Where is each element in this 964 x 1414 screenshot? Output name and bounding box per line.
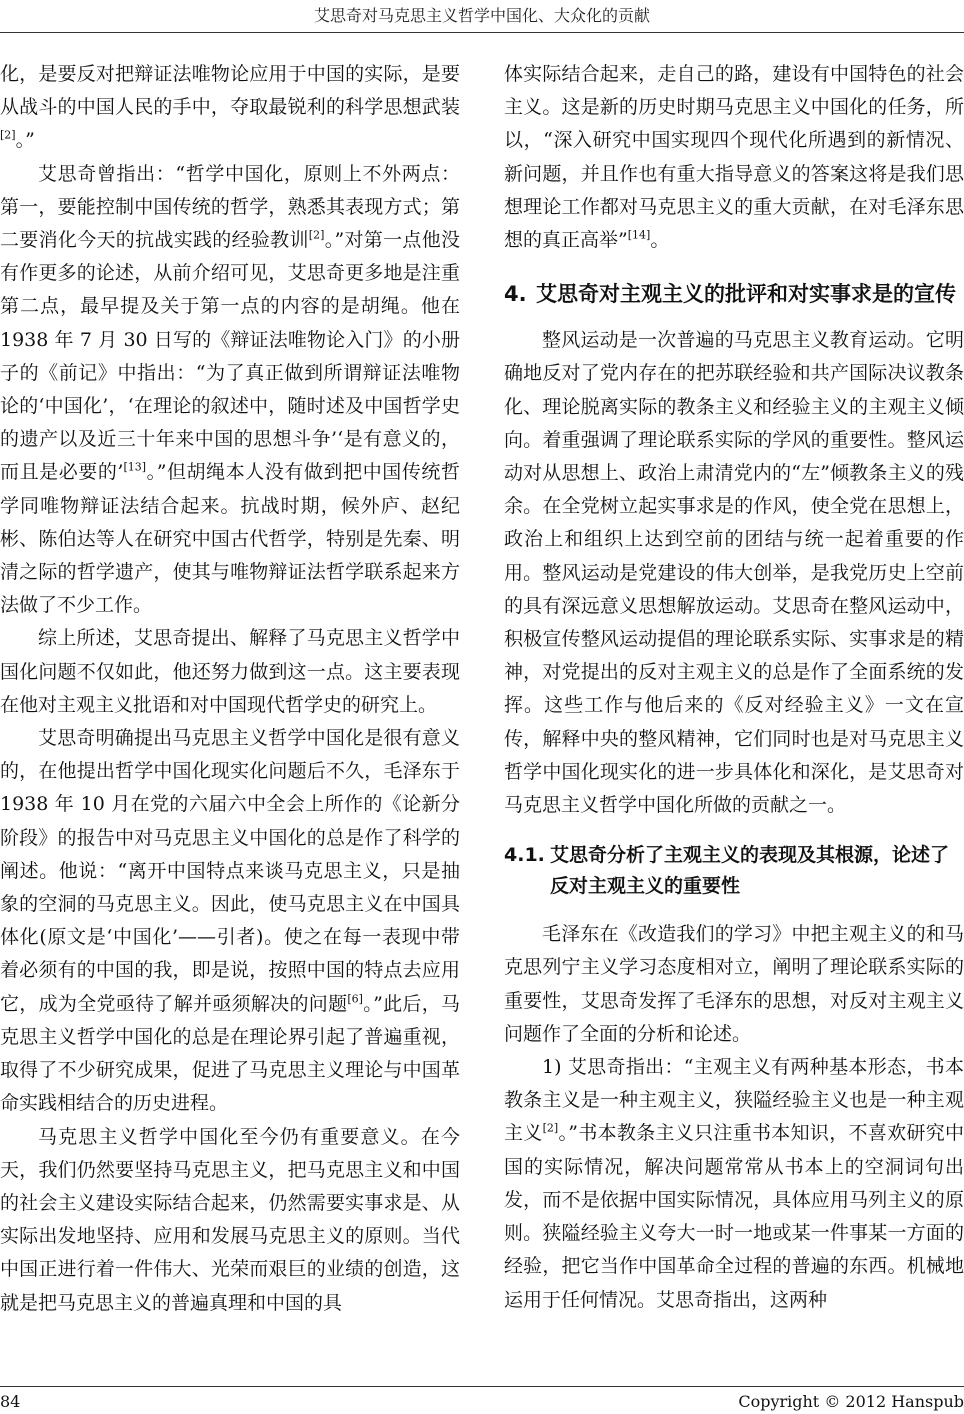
citation-ref: [2]	[542, 1122, 559, 1136]
paragraph-text: 。”书本教条主义只注重书本知识，不喜欢研究中国的实际情况，解决问题常常从书本上的空洞词句出发，而不是依据中国实际情况，具体应用马列主义的原则。狭隘经验主义夸大一时一地或某一件事某一方面的经验，把它当作中国革命全过程的普遍的东西。机械地运用于任何情况。艾思奇指出，这两种	[504, 1122, 964, 1311]
paragraph: 马克思主义哲学中国化至今仍有重要意义。在今天，我们仍然要坚持马克思主义，把马克思主义和中国的社会主义建设实际结合起来，仍然需要实事求是、从实际出发地坚持、应用和发展马克思主义的原则。当代中国正进行着一件伟大、光荣而艰巨的业绩的创造，这就是把马克思主义的普遍真理和中国的具	[0, 1125, 460, 1314]
citation-ref: [6]	[347, 992, 363, 1006]
subsection-number: 4.1.	[504, 844, 545, 867]
header-rule	[0, 32, 964, 33]
subsection-title: 艾思奇分析了主观主义的表现及其根源，论述了反对主观主义的重要性	[550, 844, 950, 898]
section-title: 艾思奇对主观主义的批评和对实事求是的宣传	[536, 282, 956, 307]
citation-ref: [14]	[627, 228, 651, 242]
paragraph: 整风运动是一次普遍的马克思主义教育运动。它明确地反对了党内存在的把苏联经验和共产国际决议教条化、理论脱离实际的教条主义和经验主义的主观主义倾向。着重强调了理论联系实际的学风的重要性。整风运动对从思想上、政治上肃清党内的“左”倾教条主义的残余。在全党树立起实事求是的作风，使全党在思想上，政治上和组织上达到空前的团结与统一起着重要的作用。整风运动是党建设的伟大创举，是我党历史上空前的具有深远意义思想解放运动。艾思奇在整风运动中，积极宣传整风运动提倡的理论联系实际、实事求是的精神，对党提出的反对主观主义的总是作了全面系统的发挥。这些工作与他后来的《反对经验主义》一文在宣传，解释中央的整风精神，它们同时也是对马克思主义哲学中国化现实化的进一步具体化和深化，是艾思奇对马克思主义哲学中国化所做的贡献之一。	[504, 329, 964, 817]
paragraph	[504, 1051, 964, 1317]
copyright-notice: Copyright © 2012 Hanspub	[738, 1392, 964, 1411]
subsection-heading	[504, 840, 964, 902]
running-header: 艾思奇对马克思主义哲学中国化、大众化的贡献	[313, 6, 650, 25]
section-heading	[504, 279, 964, 310]
citation-ref: [13]	[123, 461, 147, 475]
paragraph-text: 艾思奇明确提出马克思主义哲学中国化是很有意义的，在他提出哲学中国化现实化问题后不久，毛泽东于 1938 年 10 月在党的六届六中全会上所作的《论新分阶段》的报告中对马克思主义中国化的总是作了科学的阐述。他说：“离开中国特点来谈马克思主义，只是抽象的空洞的马克思主义。因此，使马克思主义在中国具体化(原文是‘中国化’——引者)。使之在每一表现中带着必须有的中国的我，即是说，按照中国的特点去应用它，成为全党亟待了解并亟须解决的问题	[0, 727, 460, 1015]
citation-ref: [2]	[0, 129, 16, 143]
paragraph-text: 。”此后，马克思主义哲学中国化的总是在理论界引起了普遍重视，取得了不少研究成果，促进了马克思主义理论与中国革命实践相结合的历史进程。	[0, 992, 460, 1115]
paragraph-continued	[504, 58, 964, 257]
page-number: 84	[0, 1392, 21, 1411]
footer-rule	[0, 1386, 964, 1387]
paragraph-text: 。”	[15, 129, 35, 152]
paragraph-text: 。”对第一点他没有作更多的论述，从前介绍可见，艾思奇更多地是注重第二点，最早提及关于第一点的内容的是胡绳。他在 1938 年 7 月 30 日写的《辩证法唯物论入门》的小册子的《前记》中指出：“为了真正做到所谓辩证法唯物论的‘中国化’，‘在理论的叙述中，随时述及中国哲学史的遗产以及近三十年来中国的思想斗争’‘是有意义的，而且是必要的’	[0, 229, 460, 484]
paragraph	[0, 722, 460, 1120]
right-column	[504, 58, 964, 1317]
paragraph-text: 艾思奇曾指出：“哲学中国化，原则上不外两点：第一，要能控制中国传统的哲学，熟悉其表现方式；第二要消化今天的抗战实践的经验教训	[0, 162, 460, 252]
paragraph-text: 体实际结合起来，走自己的路，建设有中国特色的社会主义。这是新的历史时期马克思主义中国化的任务，所以，“深入研究中国实现四个现代化所遇到的新情况、新问题，并且作也有重大指导意义的答案这将是我们思想理论工作都对马克思主义的重大贡献，在对毛泽东思想的真正高举”	[504, 63, 964, 252]
section-number: 4.	[504, 282, 527, 307]
citation-ref: [2]	[308, 228, 325, 242]
left-column	[0, 58, 460, 1320]
paragraph	[0, 158, 460, 623]
paragraph-text: 。	[650, 229, 670, 252]
paragraph-continued	[0, 58, 460, 158]
paragraph-text: 化，是要反对把辩证法唯物论应用于中国的实际，是要从战斗的中国人民的手中，夺取最锐利的科学思想武装	[0, 63, 460, 119]
paragraph-text: 。”但胡绳本人没有做到把中国传统哲学同唯物辩证法结合起来。抗战时期，候外庐、赵纪彬、陈伯达等人在研究中国古代哲学，特别是先秦、明清之际的哲学遗产，使其与唯物辩证法哲学联系起来方法做了不少工作。	[0, 461, 460, 617]
paragraph-text: 1) 艾思奇指出：“主观主义有两种基本形态，书本教条主义是一种主观主义，狭隘经验主义也是一种主观主义	[504, 1056, 964, 1145]
paragraph: 毛泽东在《改造我们的学习》中把主观主义的和马克思列宁主义学习态度相对立，阐明了理论联系实际的重要性，艾思奇发挥了毛泽东的思想，对反对主观主义问题作了全面的分析和论述。	[504, 923, 964, 1045]
paragraph: 综上所述，艾思奇提出、解释了马克思主义哲学中国化问题不仅如此，他还努力做到这一点。这主要表现在他对主观主义批语和对中国现代哲学史的研究上。	[0, 627, 460, 716]
